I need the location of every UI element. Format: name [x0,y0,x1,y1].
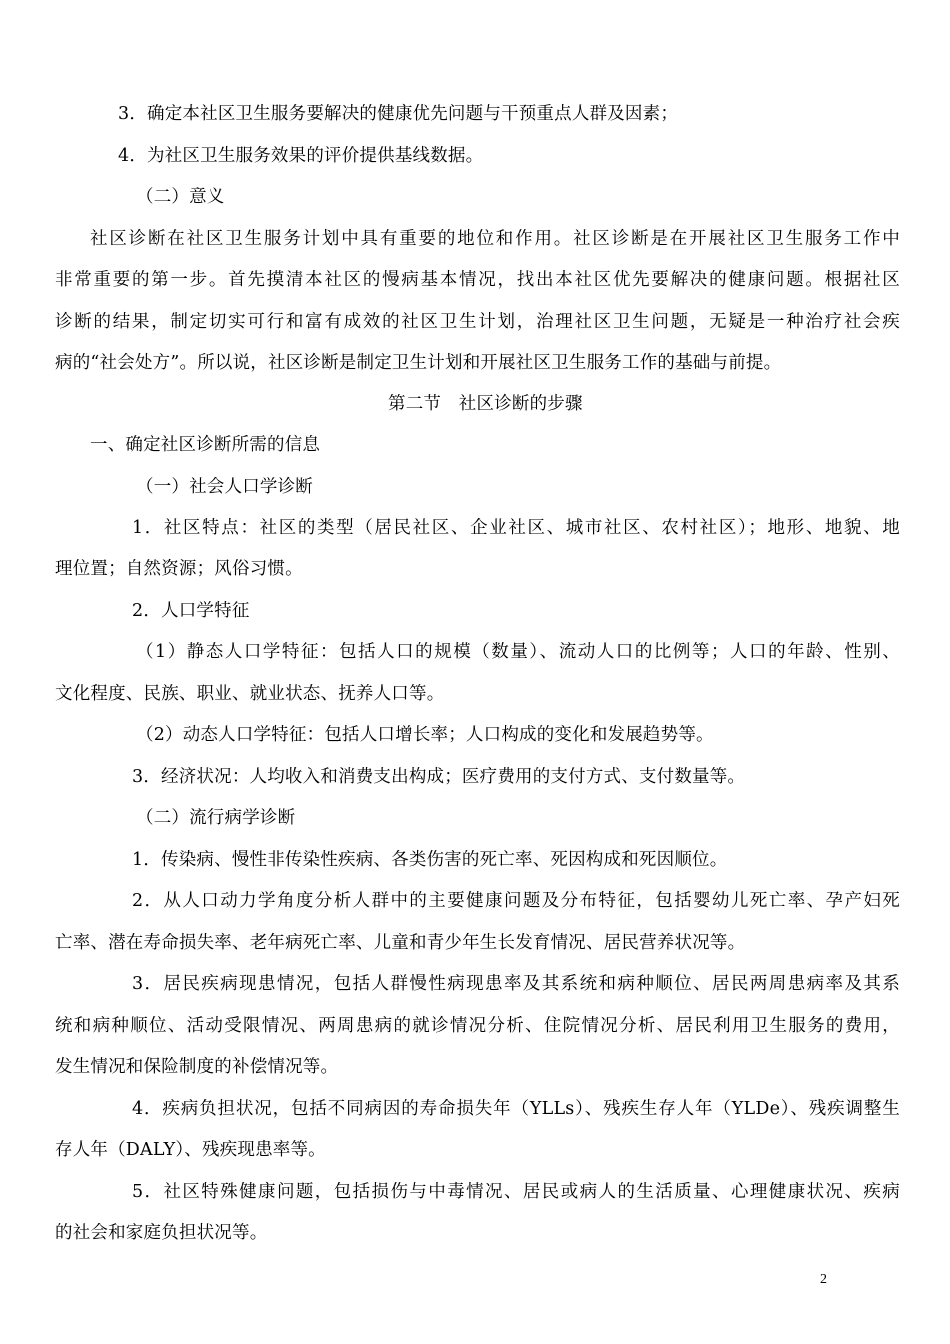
page-number: 2 [820,1272,827,1287]
subsection-heading: （一）社会人口学诊断 [136,477,313,497]
text-line: 理位置；自然资源；风俗习惯。 [55,559,303,579]
text-line: 4．疾病负担状况，包括不同病因的寿命损失年（YLLs）、残疾生存人年（YLDe）、残疾调整生 [132,1099,900,1119]
subsection-heading: （二）流行病学诊断 [136,808,296,828]
section-title: 第二节 社区诊断的步骤 [388,394,583,414]
text-line: 亡率、潜在寿命损失率、老年病死亡率、儿童和青少年生长发育情况、居民营养状况等。 [55,933,746,953]
text-line: 统和病种顺位、活动受限情况、两周患病的就诊情况分析、住院情况分析、居民利用卫生服务的费用， [55,1016,900,1036]
text-line: （1）静态人口学特征：包括人口的规模（数量）、流动人口的比例等；人口的年龄、性别、 [136,642,900,662]
text-line: 1．社区特点：社区的类型（居民社区、企业社区、城市社区、农村社区）；地形、地貌、地 [132,518,900,538]
text-line: 存人年（DALY）、残疾现患率等。 [55,1140,326,1160]
text-line: 3．居民疾病现患情况，包括人群慢性病现患率及其系统和病种顺位、居民两周患病率及其系 [132,974,900,994]
text-line: 文化程度、民族、职业、就业状态、抚养人口等。 [55,684,445,704]
text-line: 的社会和家庭负担状况等。 [55,1223,268,1243]
subsection-heading: （二）意义 [136,187,225,207]
text-line: 3．经济状况：人均收入和消费支出构成；医疗费用的支付方式、支付数量等。 [132,767,746,787]
text-line: 发生情况和保险制度的补偿情况等。 [55,1057,339,1077]
text-line: 诊断的结果，制定切实可行和富有成效的社区卫生计划，治理社区卫生问题，无疑是一种治疗社会疾 [55,312,900,332]
text-line: 2．人口学特征 [132,601,250,621]
text-line: 社区诊断在社区卫生服务计划中具有重要的地位和作用。社区诊断是在开展社区卫生服务工作中 [90,229,900,249]
text-line: 4．为社区卫生服务效果的评价提供基线数据。 [118,146,484,166]
text-line: 5．社区特殊健康问题，包括损伤与中毒情况、居民或病人的生活质量、心理健康状况、疾病 [132,1182,900,1202]
text-line: （2）动态人口学特征：包括人口增长率；人口构成的变化和发展趋势等。 [136,725,714,745]
text-line: 3．确定本社区卫生服务要解决的健康优先问题与干预重点人群及因素； [118,104,679,124]
text-line: 非常重要的第一步。首先摸清本社区的慢病基本情况，找出本社区优先要解决的健康问题。根据社区 [55,270,900,290]
text-line: 2．从人口动力学角度分析人群中的主要健康问题及分布特征，包括婴幼儿死亡率、孕产妇死 [132,891,900,911]
text-line: 病的“社会处方”。所以说，社区诊断是制定卫生计划和开展社区卫生服务工作的基础与前提。 [55,353,782,373]
heading-level-1: 一、确定社区诊断所需的信息 [90,435,321,455]
text-line: 1．传染病、慢性非传染性疾病、各类伤害的死亡率、死因构成和死因顺位。 [132,850,728,870]
